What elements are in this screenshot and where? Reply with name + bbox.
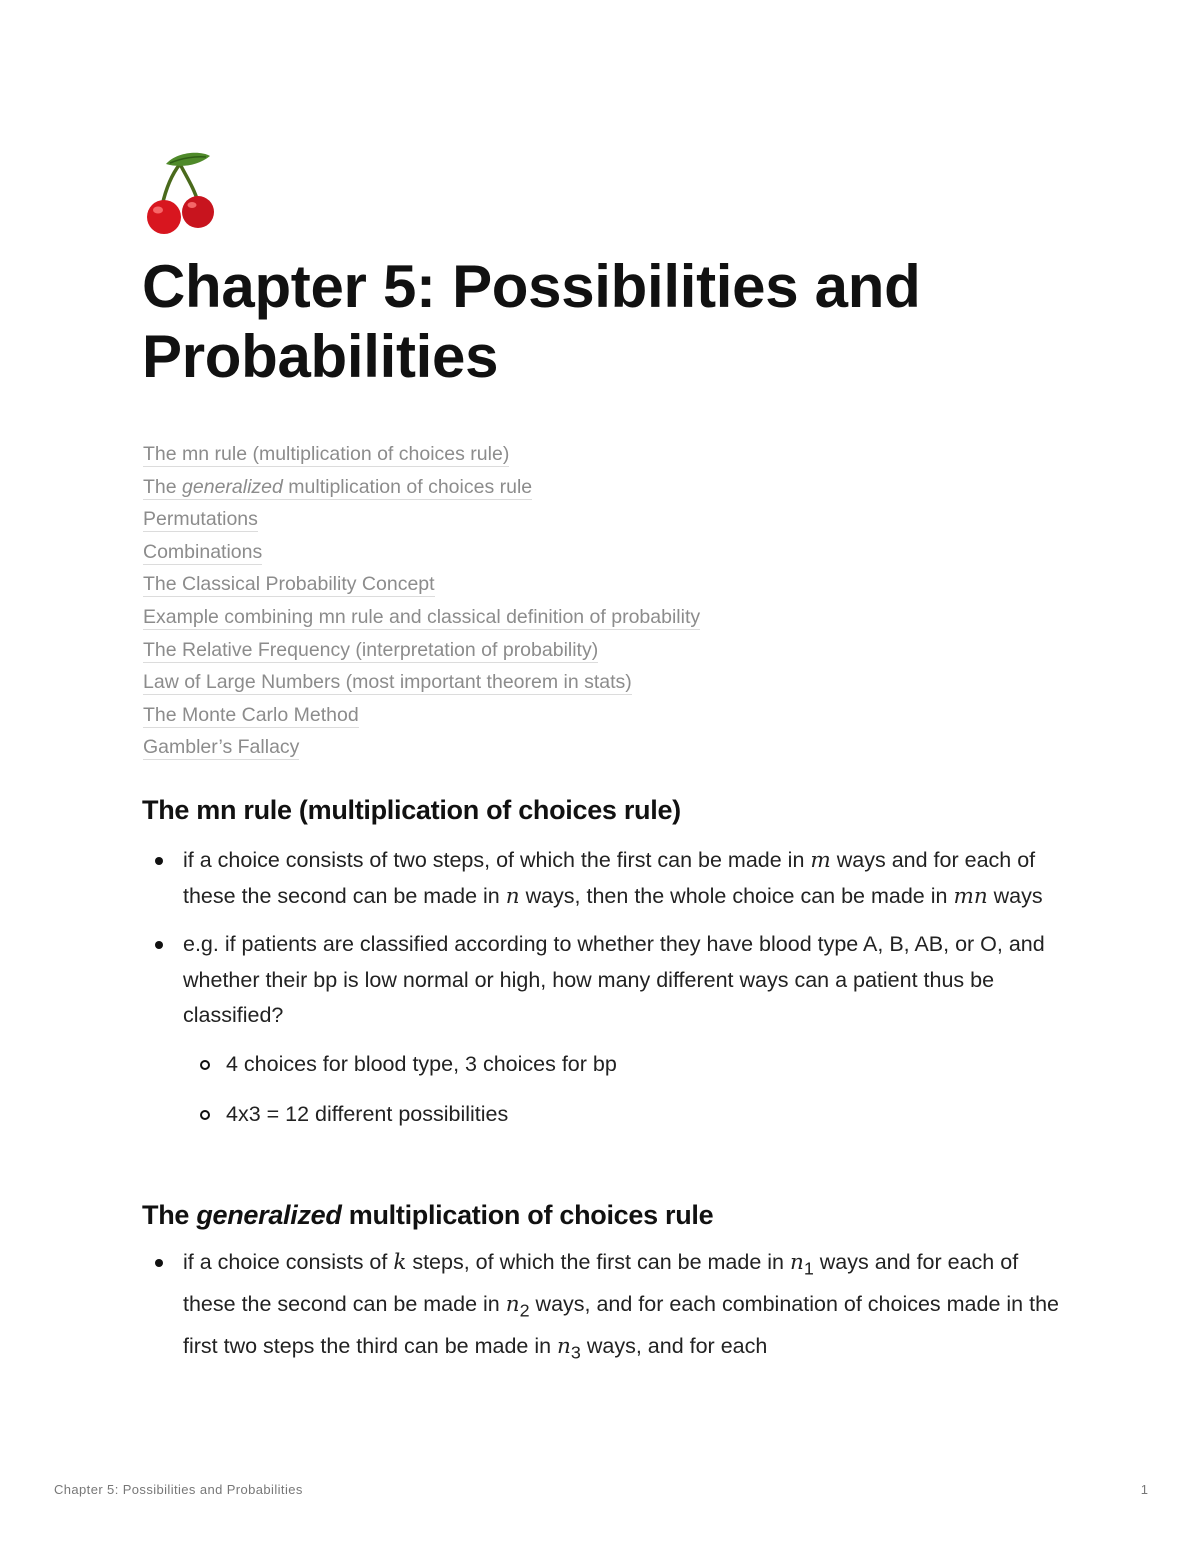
- footer-doc-title: Chapter 5: Possibilities and Probabilities: [54, 1482, 303, 1497]
- list-item: [142, 927, 1062, 1133]
- bullet-text: ways and for each of these the second can be made in: [183, 1250, 1019, 1316]
- page-title: Chapter 5: Possibilities and Probabilities: [142, 253, 921, 390]
- bullet-text: if a choice consists of: [183, 1250, 394, 1274]
- footer-page-number: 1: [1140, 1482, 1148, 1497]
- sub-list-item: 4x3 = 12 different possibilities: [183, 1097, 1062, 1133]
- sub-bullet-list: [183, 1047, 1062, 1133]
- toc-link-prefix: The: [143, 475, 183, 498]
- list-item: [142, 1245, 1062, 1370]
- toc-link-permutations[interactable]: Permutations: [143, 508, 258, 531]
- math-variable: k: [393, 1250, 407, 1275]
- table-of-contents: [143, 440, 700, 766]
- math-variable: m: [810, 848, 831, 873]
- toc-item: [143, 505, 700, 538]
- toc-item: [143, 733, 700, 766]
- bullet-text: steps, of which the first can be made in: [406, 1250, 790, 1274]
- list-item: [142, 843, 1062, 914]
- math-variable: n: [505, 1291, 520, 1317]
- toc-link-generalized-rule[interactable]: [143, 476, 532, 500]
- toc-item: [143, 668, 700, 701]
- heading-prefix: The: [142, 1200, 197, 1230]
- heading-suffix: multiplication of choices rule: [341, 1200, 714, 1230]
- toc-link-combinations[interactable]: Combinations: [143, 540, 263, 563]
- bullet-text: ways, then the whole choice can be made in: [519, 883, 954, 908]
- section-heading-mn-rule: The mn rule (multiplication of choices rule): [142, 795, 681, 825]
- bullet-text: if a choice consists of two steps, of which the first can be made in: [183, 848, 811, 872]
- bullet-text: ways, and for each: [580, 1333, 768, 1358]
- toc-item: [143, 440, 700, 473]
- math-variable: n: [557, 1333, 571, 1359]
- toc-link-example-combining[interactable]: Example combining mn rule and classical definition of probability: [143, 605, 701, 628]
- toc-link-emphasis: generalized: [182, 475, 283, 498]
- generalized-rule-bullet-list: [142, 1245, 1062, 1383]
- math-subscript: 2: [519, 1300, 530, 1321]
- toc-link-law-large-numbers[interactable]: Law of Large Numbers (most important theorem in stats): [143, 671, 632, 694]
- toc-link-monte-carlo[interactable]: The Monte Carlo Method: [143, 703, 359, 726]
- toc-item: [143, 570, 700, 603]
- toc-item: [143, 538, 700, 571]
- toc-item: [143, 473, 700, 506]
- math-variable: mn: [953, 883, 988, 909]
- toc-item: [143, 701, 700, 734]
- toc-link-gamblers-fallacy[interactable]: Gambler’s Fallacy: [143, 736, 300, 759]
- math-variable: n: [789, 1250, 804, 1275]
- bullet-text: ways: [987, 883, 1043, 908]
- math-subscript: 1: [803, 1258, 814, 1279]
- toc-link-relative-frequency[interactable]: The Relative Frequency (interpretation of probability): [143, 638, 599, 661]
- toc-link-suffix: multiplication of choices rule: [282, 475, 533, 498]
- math-variable: n: [505, 883, 520, 909]
- heading-emphasis: generalized: [196, 1200, 342, 1230]
- toc-item: [143, 636, 700, 669]
- bullet-text: ways and for each of these the second can be made in: [183, 848, 1036, 908]
- bullet-text: ways, and for each combination of choices made in the first two steps the third can be made in: [183, 1291, 1059, 1358]
- toc-item: [143, 603, 700, 636]
- section-heading-generalized-rule: [142, 1198, 713, 1232]
- sub-list-item: 4 choices for blood type, 3 choices for bp: [183, 1047, 1062, 1083]
- toc-link-classical-probability[interactable]: The Classical Probability Concept: [143, 573, 435, 596]
- mn-rule-bullet-list: [142, 843, 1062, 1148]
- bullet-text: e.g. if patients are classified according to whether they have blood type A, B, AB, or O, and whether their bp is low normal or high, how many different ways can a patient thus be classified?: [183, 932, 1045, 1027]
- toc-link-mn-rule[interactable]: The mn rule (multiplication of choices rule): [143, 443, 510, 465]
- math-subscript: 3: [570, 1341, 581, 1362]
- cherry-icon: [142, 150, 222, 236]
